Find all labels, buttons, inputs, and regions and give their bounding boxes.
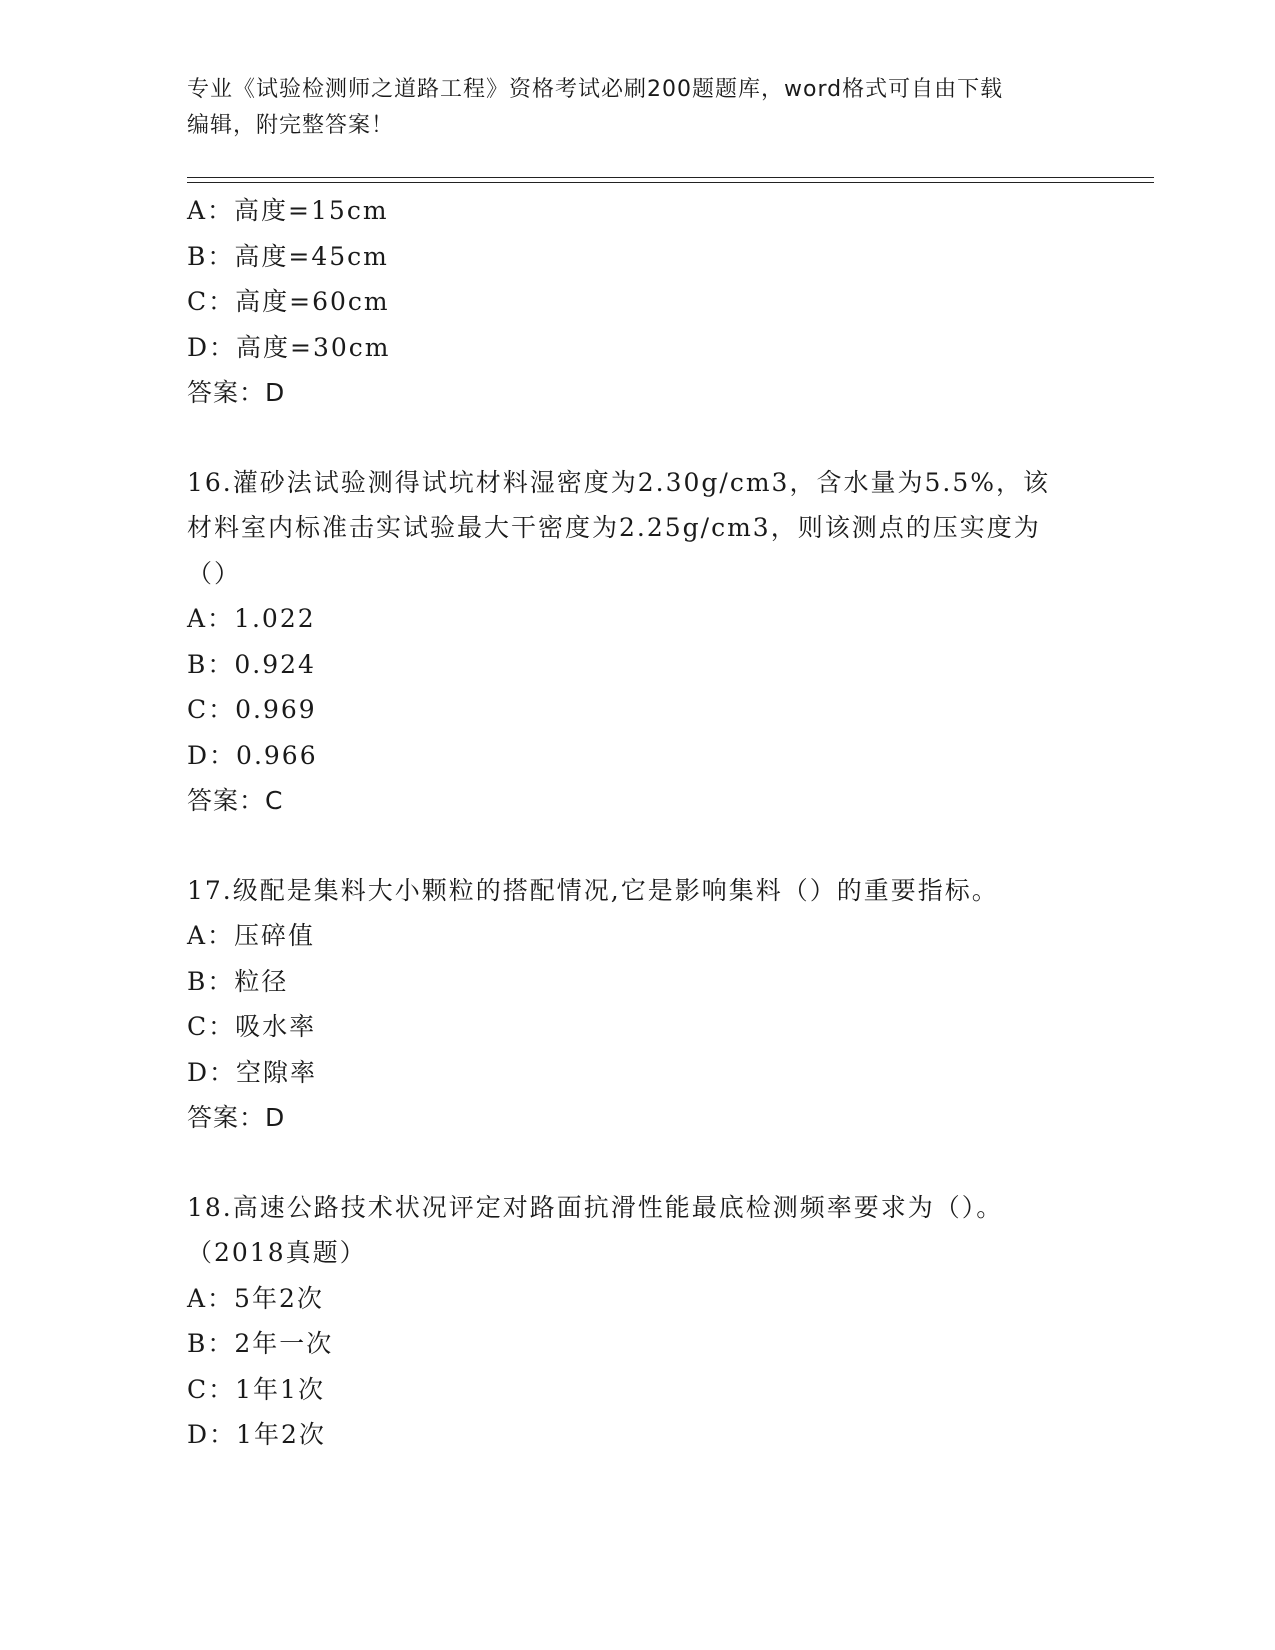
option-a: A：5年2次 <box>187 1283 324 1313</box>
option-d: D：0.966 <box>187 740 318 770</box>
option-c: C：0.969 <box>187 695 317 724</box>
option-c: C：1年1次 <box>187 1374 325 1404</box>
header-divider-top <box>187 177 1154 178</box>
answer: 答案：C <box>187 786 284 815</box>
question-18 <box>187 1185 1087 1458</box>
option-a: A：压碎值 <box>187 921 316 950</box>
option-a: A：高度=15cm <box>187 196 389 225</box>
header-divider-bottom <box>187 182 1154 183</box>
question-text-line: （2018真题） <box>187 1238 367 1267</box>
question-text-line: 18.高速公路技术状况评定对路面抗滑性能最底检测频率要求为（）。 <box>187 1192 1004 1222</box>
option-d: D：空隙率 <box>187 1057 318 1087</box>
answer: 答案：D <box>187 378 286 407</box>
option-a: A：1.022 <box>187 604 316 633</box>
question-text-line: 17.级配是集料大小颗粒的搭配情况,它是影响集料（）的重要指标。 <box>187 875 999 905</box>
option-d: D：1年2次 <box>187 1420 326 1449</box>
option-b: B：0.924 <box>187 649 316 679</box>
header-line-2: 编辑，附完整答案！ <box>187 113 395 138</box>
question-16 <box>187 460 1087 824</box>
question-text-line: 材料室内标准击实试验最大干密度为2.25g/cm3，则该测点的压实度为 <box>187 513 1041 542</box>
option-d: D：高度=30cm <box>187 332 391 362</box>
question-15 <box>187 188 1087 416</box>
document-header <box>187 72 1087 144</box>
question-list <box>187 188 1087 1458</box>
option-b: B：粒径 <box>187 966 289 996</box>
option-c: C：高度=60cm <box>187 287 390 316</box>
option-b: B：2年一次 <box>187 1329 334 1358</box>
question-text-line: 16.灌砂法试验测得试坑材料湿密度为2.30g/cm3，含水量为5.5%，该 <box>187 467 1050 497</box>
option-c: C：吸水率 <box>187 1012 317 1041</box>
answer: 答案：D <box>187 1103 286 1132</box>
option-b: B：高度=45cm <box>187 241 389 271</box>
header-line-1: 专业《试验检测师之道路工程》资格考试必刷200题题库，word格式可自由下载 <box>187 77 1004 102</box>
question-17 <box>187 868 1087 1141</box>
question-text-line: （） <box>187 558 242 588</box>
